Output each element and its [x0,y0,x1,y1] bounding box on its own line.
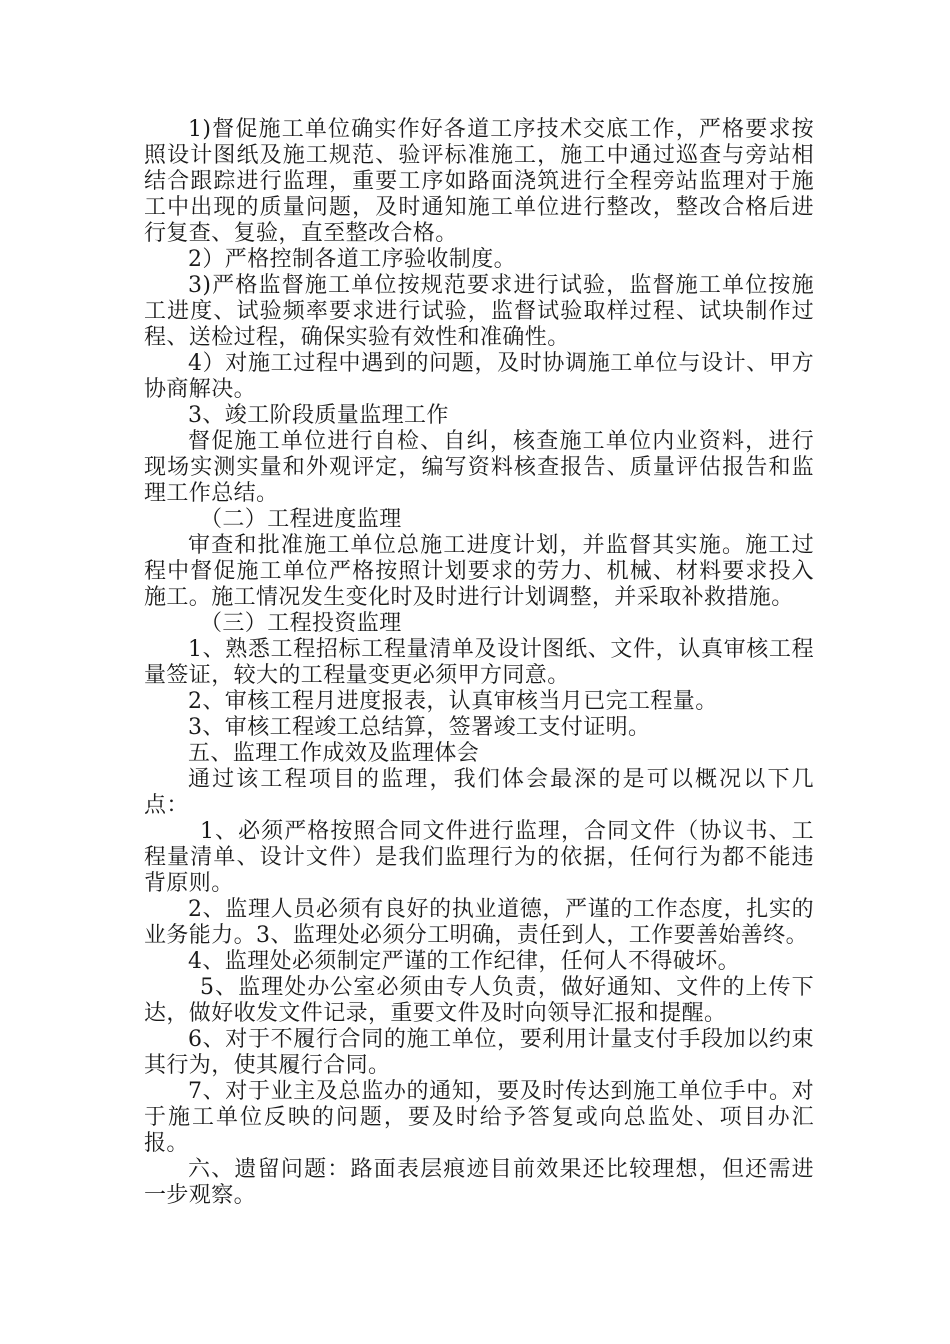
paragraph-acceptance-system: 2）严格控制各道工序验收制度。 [188,247,516,272]
paragraph-supervise-tech-briefing: 1)督促施工单位确实作好各道工序技术交底工作，严格要求按照设计图纸及施工规范、验评标准施工，施工中通过巡查与旁站相结合跟踪进行监理，重要工序如路面浇筑进行全程旁站监理对于施工中出现的质量问题，及时通知施工单位进行整改，整改合格后进行复查、复验，直至整改合格。 [144,117,814,246]
section-heading-remaining-issues: 六、遗留问题：路面表层痕迹目前效果还比较理想，但还需进一步观察。 [144,1157,814,1208]
paragraph-coordinate-issues: 4）对施工过程中遇到的问题，及时协调施工单位与设计、甲方协商解决。 [144,351,814,402]
paragraph-results-5: 5、监理处办公室必须由专人负责，做好通知、文件的上传下达，做好收发文件记录，重要文件及时向领导汇报和提醒。 [144,975,814,1026]
paragraph-results-7: 7、对于业主及总监办的通知，要及时传达到施工单位手中。对于施工单位反映的问题，要及时给予答复或向总监处、项目办汇报。 [144,1079,814,1156]
section-heading-progress: （二）工程进度监理 [200,507,402,532]
paragraph-results-2-3: 2、监理人员必须有良好的执业道德，严谨的工作态度，扎实的业务能力。3、监理处必须分工明确，责任到人，工作要善始善终。 [144,897,814,948]
section-heading-investment: （三）工程投资监理 [200,611,402,636]
section-heading-results: 五、监理工作成效及监理体会 [188,741,480,766]
section-heading-completion-quality: 3、竣工阶段质量监理工作 [188,403,449,428]
paragraph-investment-1: 1、熟悉工程招标工程量清单及设计图纸、文件，认真审核工程量签证，较大的工程量变更必须甲方同意。 [144,637,814,688]
paragraph-investment-2: 2、审核工程月进度报表，认真审核当月已完工程量。 [188,689,718,714]
paragraph-results-1: 1、必须严格按照合同文件进行监理，合同文件（协议书、工程量清单、设计文件）是我们监理行为的依据，任何行为都不能违背原则。 [144,819,814,896]
paragraph-investment-3: 3、审核工程竣工总结算，签署竣工支付证明。 [188,715,651,740]
paragraph-testing-supervision: 3)严格监督施工单位按规范要求进行试验，监督施工单位按施工进度、试验频率要求进行试验，监督试验取样过程、试块制作过程、送检过程，确保实验有效性和准确性。 [144,273,814,350]
document-body [144,117,814,1209]
paragraph-results-4: 4、监理处必须制定严谨的工作纪律，任何人不得破坏。 [188,949,740,974]
paragraph-results-6: 6、对于不履行合同的施工单位，要利用计量支付手段加以约束其行为，使其履行合同。 [144,1027,814,1078]
paragraph-progress-plan: 审查和批准施工单位总施工进度计划，并监督其实施。施工过程中督促施工单位严格按照计划要求的劳力、机械、材料要求投入施工。施工情况发生变化时及时进行计划调整，并采取补救措施。 [144,533,814,610]
paragraph-results-intro: 通过该工程项目的监理，我们体会最深的是可以概况以下几点： [144,767,814,818]
paragraph-completion-checks: 督促施工单位进行自检、自纠，核查施工单位内业资料，进行现场实测实量和外观评定，编写资料核查报告、质量评估报告和监理工作总结。 [144,429,814,506]
